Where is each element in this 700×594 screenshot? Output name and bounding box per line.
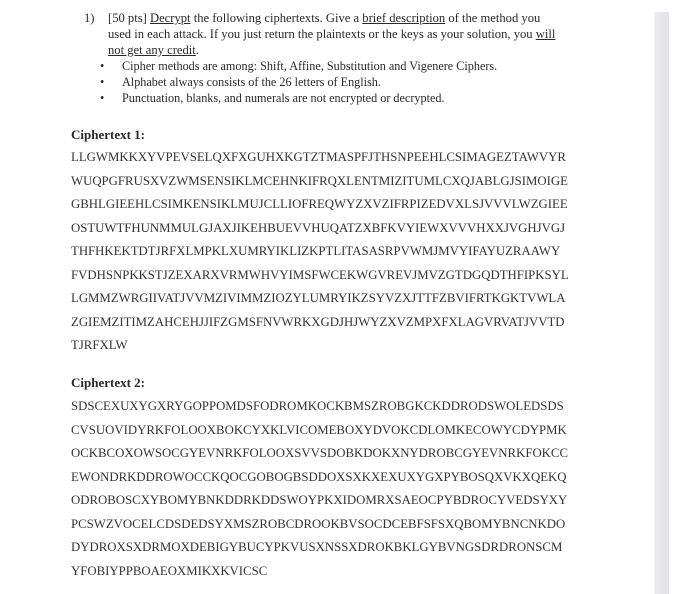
- cipher-line: YFOBIYPPBOAEOXMIKXKVICSC: [71, 563, 268, 578]
- ciphertext-2-title: Ciphertext 2:: [71, 375, 146, 390]
- cipher-line: DYDROXSXDRMOXDEBIGYBUCYPKVUSXNSSXDROKBKLGYBVNGSDRDRONSCM: [71, 540, 563, 554]
- question-text-b: of the method you used in each attack. If you just return the plaintexts or the keys as your solution, you: [108, 11, 541, 41]
- cipher-line: EWONDRKDDROWOCCKQOCGOBOGBSDDOXSXKXEXUXYGXPYBOSQXVKXQEKQ: [71, 469, 567, 484]
- bullet-item: [100, 90, 564, 106]
- cipher-line: WUQPGFRUSXVZWMSENSIKLMCEHNKIFRQXLENTMIZITUMLCXQJABLGJSIMOIGE: [71, 173, 568, 188]
- cipher-line: FVDHSNPKKSTJZEXARXVRMWHVYIMSFWCEKWGVREVJMVZGTDGQDTHFIPKSYL: [71, 267, 569, 282]
- question-text-end: .: [195, 43, 199, 57]
- bullet-item: [100, 58, 564, 74]
- scrollbar[interactable]: [654, 12, 669, 594]
- question-text: [108, 10, 564, 58]
- ciphertext-2-body: [71, 395, 568, 583]
- bullet-icon: •: [100, 75, 105, 89]
- cipher-line: GBHLGIEEHLCSIMKENSIKLMUJCLLIOFREQWYZXVZIFRPIZEDVXLSJVVVLWZGIEE: [71, 197, 568, 211]
- bullet-icon: •: [100, 91, 105, 105]
- no-credit-underlined: will not get any credit: [108, 27, 556, 57]
- cipher-line: PCSWZVOCELCDSDEDSYXMSZROBCDROOKBVSOCDCEBFSFSXQBOMYBNCNKDO: [71, 516, 566, 531]
- cipher-line: LGMMZWRGIIVATJVVMZIVIMMZIOZYLUMRYIKZSYVZXJTTFZBVIFRTKGKTVWLA: [71, 291, 566, 305]
- cipher-line: CVSUOVIDYRKFOLOOXBOKCYXKLVICOMEBOXYDVOKCDLOMKECOWYCDYPMK: [71, 422, 567, 437]
- bullet-text: Alphabet always consists of the 26 letters of English.: [122, 75, 381, 89]
- cipher-line: ZGIEMZITIMZAHCEHJJIFZGMSFNVWRKXGDJHJWYZXVZMPXFXLAGVRVATJVVTD: [71, 314, 565, 329]
- ciphertext-1-body: [71, 146, 569, 358]
- question-1: [84, 10, 564, 106]
- bullet-text: Punctuation, blanks, and numerals are not encrypted or decrypted.: [122, 91, 445, 105]
- cipher-line: TJRFXLW: [71, 338, 128, 352]
- cipher-line: LLGWMKKXYVPEVSELQXFXGUHXKGTZTMASPFJTHSNPEEHLCSIMAGEZTAWVYR: [71, 150, 566, 164]
- cipher-line: OCKBCOXOWSOCGYEVNRKFOLOOXSVVSDOBKDOKXNYDROBCGYEVNRKFOKCC: [71, 446, 568, 460]
- cipher-line: SDSCEXUXYGXRYGOPPOMDSFODROMKOCKBMSZROBGKCKDDRODSWOLEDSDS: [71, 399, 564, 413]
- points: [50 pts]: [108, 11, 147, 25]
- bullet-item: [100, 74, 564, 90]
- cipher-line: ODROBOSCXYBOMYBNKDDRKDDSWOYPKXIDOMRXSAEOCPYBDROCYVEDSYXY: [71, 493, 568, 507]
- cipher-line: OSTUWTFHUNMMULGJAXJIKEHBUEVVHUQATZXBFKVYIEWXVVVHXXJVGHJVGJ: [71, 220, 566, 235]
- bullet-icon: •: [100, 59, 105, 73]
- decrypt-underlined: Decrypt: [149, 11, 191, 25]
- brief-description-underlined: brief description: [362, 11, 446, 25]
- bullet-list: [84, 58, 564, 106]
- cipher-line: THFHKEKTDTJRFXLMPKLXUMRYIKLIZKPTLITASASRPVWMJMVYIFAYUZRAAWY: [71, 244, 561, 258]
- bullet-text: Cipher methods are among: Shift, Affine, Substitution and Vigenere Ciphers.: [122, 59, 498, 73]
- ciphertext-1-title: Ciphertext 1:: [71, 127, 146, 142]
- question-number: 1): [84, 11, 95, 25]
- question-text-a: the following ciphertexts. Give a: [190, 11, 363, 25]
